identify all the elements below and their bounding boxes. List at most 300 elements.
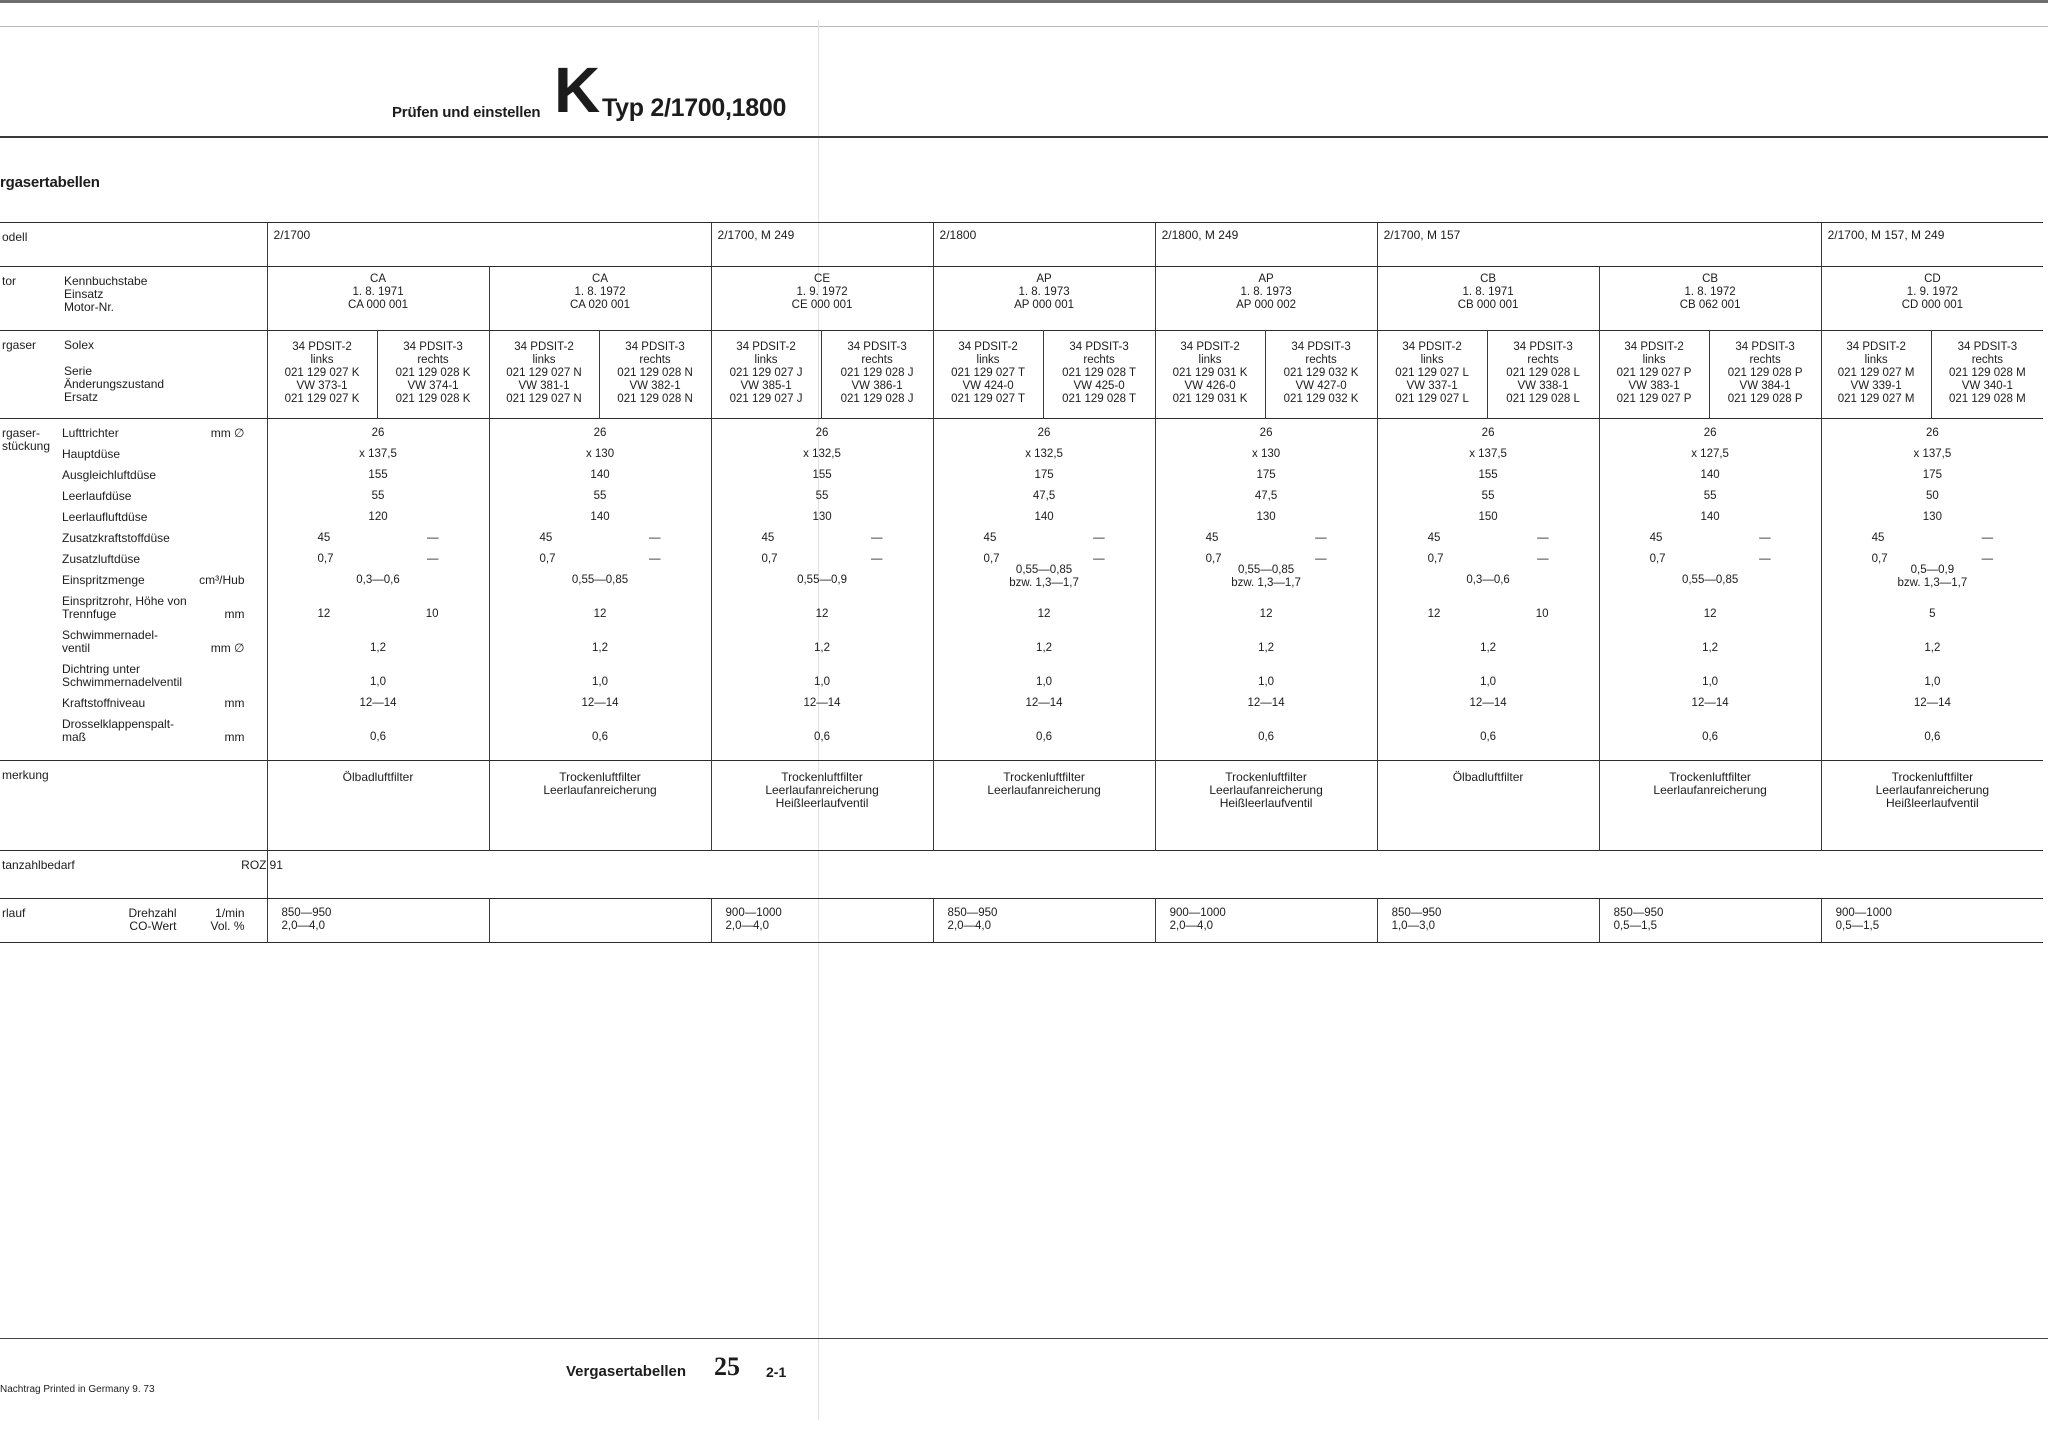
param-value: 12—14 — [1691, 697, 1729, 709]
vergaser-right-cell: 34 PDSIT-3 rechts 021 129 032 K VW 427-0 021 129 032 K — [1265, 331, 1377, 419]
oktan-unit-cell — [62, 851, 267, 899]
leerlauf-field-unit: Vol. % — [210, 919, 245, 933]
motor-cell: CD 1. 9. 1972 CD 000 001 — [1821, 267, 2043, 331]
vergaser-field-label: Ersatz — [64, 390, 99, 404]
param-value-row — [1600, 423, 1821, 444]
param-value-right: — — [871, 553, 883, 565]
motor-cell: CA 1. 8. 1971 CA 000 001 — [267, 267, 489, 331]
param-value-row — [268, 659, 489, 693]
motor-cell: CA 1. 8. 1972 CA 020 001 — [489, 267, 711, 331]
param-value: 47,5 — [1032, 490, 1056, 502]
vergaser-left-cell: 34 PDSIT-2 links 021 129 027 L VW 337-1 021 129 027 L — [1377, 331, 1487, 419]
vergaser-right-cell: 34 PDSIT-3 rechts 021 129 028 P VW 384-1 021 129 028 P — [1709, 331, 1821, 419]
param-unit: mm ∅ — [210, 641, 245, 655]
param-value-row — [268, 625, 489, 659]
param-value: 55 — [815, 490, 829, 502]
param-value: 12—14 — [803, 697, 841, 709]
param-values-column — [489, 419, 711, 761]
param-values-column — [1155, 419, 1377, 761]
page-header — [0, 54, 2048, 140]
param-value: 130 — [812, 511, 832, 523]
param-value: 55 — [593, 490, 607, 502]
model-header: 2/1700, M 157 — [1377, 223, 1821, 267]
param-value: 175 — [1922, 469, 1942, 481]
param-value-row — [1378, 423, 1599, 444]
param-value-row — [1156, 564, 1377, 591]
param-value-right: — — [427, 553, 439, 565]
param-row — [62, 465, 267, 486]
param-value: 26 — [371, 427, 385, 439]
row-label-motor: tor — [0, 267, 62, 331]
param-value-row — [934, 465, 1155, 486]
param-value-row — [934, 486, 1155, 507]
param-value: 5 — [1929, 608, 1936, 620]
param-value: 0,6 — [814, 731, 831, 743]
param-values-column — [267, 419, 489, 761]
param-values-column — [1377, 419, 1599, 761]
param-value-row — [1156, 507, 1377, 528]
param-value-row — [268, 714, 489, 748]
param-value-row — [934, 659, 1155, 693]
param-value: 50 — [1925, 490, 1939, 502]
param-value-row — [1600, 625, 1821, 659]
param-value-row — [1600, 507, 1821, 528]
param-value: 0,55—0,85 — [571, 574, 629, 586]
idle-speed: 850—950 — [947, 907, 998, 919]
vergaser-left-cell: 34 PDSIT-2 links 021 129 031 K VW 426-0 021 129 031 K — [1155, 331, 1265, 419]
motor-cell: AP 1. 8. 1973 AP 000 002 — [1155, 267, 1377, 331]
param-value: 12—14 — [1247, 697, 1285, 709]
row-oktanzahl — [0, 851, 2043, 899]
param-row — [62, 659, 267, 693]
param-value-row — [712, 423, 933, 444]
param-value: 1,2 — [814, 642, 831, 654]
carburetor-table — [0, 222, 2043, 943]
vergaser-right-cell: 34 PDSIT-3 rechts 021 129 028 T VW 425-0 021 129 028 T — [1043, 331, 1155, 419]
remark-cell: Trockenluftfilter Leerlaufanreicherung Heißleerlaufventil — [1821, 761, 2043, 851]
header-type-title: Typ 2/1700,1800 — [602, 94, 787, 122]
param-value: 175 — [1034, 469, 1054, 481]
param-value: 26 — [1037, 427, 1051, 439]
param-value-row — [934, 714, 1155, 748]
param-row — [62, 528, 267, 549]
leerlauf-field-unit: 1/min — [215, 906, 245, 920]
footer-title: Vergasertabellen — [566, 1363, 687, 1380]
param-row — [62, 423, 267, 444]
param-value-left: 0,7 — [1205, 553, 1222, 565]
param-value-row — [268, 549, 489, 570]
param-name: Drosselklappenspalt- maß — [62, 717, 175, 744]
param-value: 26 — [1259, 427, 1273, 439]
param-value: 26 — [815, 427, 829, 439]
header-chapter-letter: K — [554, 54, 599, 126]
motor-field-label: Motor-Nr. — [64, 300, 115, 314]
param-value: 155 — [368, 469, 388, 481]
param-value-right: — — [649, 532, 661, 544]
footer-rule — [0, 1338, 2048, 1339]
param-value-row — [490, 528, 711, 549]
vergaser-right-cell: 34 PDSIT-3 rechts 021 129 028 J VW 386-1 021 129 028 J — [821, 331, 933, 419]
param-value-row — [1378, 714, 1599, 748]
vergaser-right-cell: 34 PDSIT-3 rechts 021 129 028 L VW 338-1 021 129 028 L — [1487, 331, 1599, 419]
param-value: x 137,5 — [359, 448, 397, 460]
param-value-row — [490, 549, 711, 570]
param-value-left: 45 — [983, 532, 997, 544]
param-value: x 130 — [585, 448, 615, 460]
remark-cell: Trockenluftfilter Leerlaufanreicherung — [1599, 761, 1821, 851]
param-value-row — [1378, 693, 1599, 714]
param-value-row — [712, 486, 933, 507]
param-value-row — [1378, 528, 1599, 549]
leerlauf-cell — [1821, 899, 2043, 943]
param-value-left: 45 — [1427, 532, 1441, 544]
param-value: 12—14 — [1025, 697, 1063, 709]
param-value-left: 0,7 — [761, 553, 778, 565]
param-value-right: — — [1981, 553, 1994, 565]
param-value-right: — — [1981, 532, 1994, 544]
param-value-row — [1600, 570, 1821, 591]
param-value-left: 0,7 — [539, 553, 556, 565]
param-value-row — [268, 591, 489, 625]
param-value-row — [712, 528, 933, 549]
param-name: Ausgleichluftdüse — [62, 468, 157, 482]
param-value-row — [1378, 659, 1599, 693]
param-value: 0,6 — [370, 731, 387, 743]
vergaser-left-cell: 34 PDSIT-2 links 021 129 027 N VW 381-1 021 129 027 N — [489, 331, 599, 419]
param-value: 1,0 — [1924, 676, 1941, 688]
param-value: 0,55—0,85 — [1681, 574, 1739, 586]
param-value-left: 0,7 — [317, 553, 334, 565]
model-header: 2/1700, M 157, M 249 — [1821, 223, 2043, 267]
param-value: 12 — [1259, 608, 1273, 620]
param-value: 155 — [812, 469, 832, 481]
param-name: Dichtring unter Schwimmernadelventil — [62, 662, 183, 689]
param-value-row — [934, 444, 1155, 465]
param-value-right: 10 — [1535, 608, 1549, 620]
param-unit: cm³/Hub — [199, 573, 245, 587]
param-row — [62, 444, 267, 465]
vergaser-field-label: Solex — [64, 338, 95, 352]
param-value-row — [1822, 528, 2044, 549]
param-value: 0,6 — [1480, 731, 1497, 743]
idle-speed: 900—1000 — [1169, 907, 1226, 919]
co-value: 0,5—1,5 — [1835, 920, 1880, 932]
param-value-right: — — [1759, 532, 1771, 544]
param-value-row — [1822, 507, 2044, 528]
param-value-left: 45 — [1649, 532, 1663, 544]
param-value: 1,0 — [1258, 676, 1275, 688]
param-value: 12 — [1703, 608, 1717, 620]
co-value: 1,0—3,0 — [1391, 920, 1436, 932]
param-value-row — [490, 507, 711, 528]
leerlauf-cell — [489, 899, 711, 943]
param-unit: mm — [224, 730, 245, 744]
param-value: 55 — [371, 490, 385, 502]
param-name: Einspritzrohr, Höhe von Trennfuge — [62, 594, 187, 621]
param-value-right: — — [1759, 553, 1771, 565]
param-value: 1,0 — [1702, 676, 1719, 688]
param-value-left: 12 — [317, 608, 331, 620]
vergaser-right-cell: 34 PDSIT-3 rechts 021 129 028 M VW 340-1 021 129 028 M — [1931, 331, 2043, 419]
co-value: 2,0—4,0 — [725, 920, 770, 932]
param-value-row — [1600, 714, 1821, 748]
param-value-row — [934, 591, 1155, 625]
param-value-left: 45 — [539, 532, 553, 544]
param-value-right: — — [649, 553, 661, 565]
param-name: Zusatzluftdüse — [62, 552, 141, 566]
param-value-row — [1156, 444, 1377, 465]
leerlauf-field-name: CO-Wert — [129, 919, 177, 933]
param-value: 1,2 — [1702, 642, 1719, 654]
param-values-column — [711, 419, 933, 761]
leerlauf-cell — [267, 899, 489, 943]
param-value: 26 — [593, 427, 607, 439]
page-edge-line — [0, 26, 2048, 27]
param-value: 1,2 — [1258, 642, 1275, 654]
model-header: 2/1700 — [267, 223, 711, 267]
idle-speed: 850—950 — [1613, 907, 1664, 919]
row-vergaser — [0, 331, 2043, 419]
param-unit: mm — [224, 696, 245, 710]
vergaser-right-cell: 34 PDSIT-3 rechts 021 129 028 K VW 374-1 021 129 028 K — [377, 331, 489, 419]
leerlauf-cell — [1599, 899, 1821, 943]
param-value: 12—14 — [1469, 697, 1507, 709]
param-value: 0,3—0,6 — [356, 574, 400, 586]
param-value: x 132,5 — [1025, 448, 1063, 460]
section-number: 2-1 — [766, 1364, 787, 1380]
leerlauf-fields — [62, 899, 267, 943]
param-value: x 132,5 — [803, 448, 841, 460]
header-subtitle: Prüfen und einstellen — [392, 104, 541, 121]
param-unit: mm ∅ — [210, 426, 245, 440]
param-value-right: 10 — [425, 608, 439, 620]
leerlauf-field-name: Drehzahl — [128, 906, 177, 920]
param-value-row — [934, 507, 1155, 528]
model-header: 2/1800, M 249 — [1155, 223, 1377, 267]
param-row — [62, 570, 267, 591]
param-name: Kraftstoffniveau — [62, 696, 146, 710]
row-label-leerlauf: rlauf — [0, 899, 62, 943]
param-values-column — [933, 419, 1155, 761]
param-value-row — [1156, 693, 1377, 714]
param-name: Lufttrichter — [62, 426, 119, 440]
vergaser-left-cell: 34 PDSIT-2 links 021 129 027 T VW 424-0 021 129 027 T — [933, 331, 1043, 419]
param-value: 1,0 — [814, 676, 831, 688]
param-row — [62, 693, 267, 714]
param-value-row — [490, 659, 711, 693]
row-modell — [0, 223, 2043, 267]
param-value-row — [934, 625, 1155, 659]
param-unit: mm — [224, 607, 245, 621]
page-edge — [0, 0, 2048, 3]
idle-speed — [504, 907, 711, 920]
param-value: 26 — [1703, 427, 1717, 439]
vergaser-left-cell: 34 PDSIT-2 links 021 129 027 J VW 385-1 021 129 027 J — [711, 331, 821, 419]
leerlauf-cell — [711, 899, 933, 943]
remark-cell: Trockenluftfilter Leerlaufanreicherung Heißleerlaufventil — [711, 761, 933, 851]
param-value-row — [1822, 486, 2044, 507]
param-value: 0,3—0,6 — [1466, 574, 1510, 586]
motor-field-label: Kennbuchstabe — [64, 274, 148, 288]
param-value-row — [1156, 659, 1377, 693]
idle-speed: 900—1000 — [1835, 907, 1892, 919]
param-value: 12—14 — [581, 697, 619, 709]
param-value-row — [1600, 465, 1821, 486]
param-row — [62, 625, 267, 659]
param-value: 1,0 — [1036, 676, 1053, 688]
param-value: 26 — [1925, 427, 1939, 439]
param-value-row — [1600, 486, 1821, 507]
param-value-right: — — [1537, 532, 1549, 544]
param-value-row — [712, 659, 933, 693]
param-value: 140 — [590, 511, 610, 523]
param-value-row — [1822, 423, 2044, 444]
param-value-right: — — [1093, 553, 1105, 565]
param-value-row — [268, 444, 489, 465]
param-value-row — [268, 507, 489, 528]
param-value-left: 45 — [1871, 532, 1885, 544]
param-value-row — [268, 528, 489, 549]
remark-cell: Trockenluftfilter Leerlaufanreicherung — [933, 761, 1155, 851]
param-row — [62, 591, 267, 625]
param-value: 1,2 — [1480, 642, 1497, 654]
param-value: x 137,5 — [1469, 448, 1507, 460]
param-value: 0,6 — [1036, 731, 1053, 743]
motor-cell: CB 1. 8. 1971 CB 000 001 — [1377, 267, 1599, 331]
motor-cell: AP 1. 8. 1973 AP 000 001 — [933, 267, 1155, 331]
param-value: 12 — [815, 608, 829, 620]
param-value-row — [1822, 591, 2044, 625]
param-name: Leerlaufluftdüse — [62, 510, 148, 524]
param-value-row — [1378, 591, 1599, 625]
param-value-row — [1822, 564, 2044, 591]
param-value-row — [490, 423, 711, 444]
param-value-row — [1822, 659, 2044, 693]
vergaser-left-cell: 34 PDSIT-2 links 021 129 027 P VW 383-1 021 129 027 P — [1599, 331, 1709, 419]
param-value-left: 0,7 — [1871, 553, 1888, 565]
param-value-row — [490, 693, 711, 714]
oktan-value: 91 — [267, 851, 2043, 899]
param-value-row — [934, 693, 1155, 714]
param-value: 130 — [1256, 511, 1276, 523]
param-value: 0,55—0,85 bzw. 1,3—1,7 — [1231, 564, 1301, 589]
vergaser-left-cell: 34 PDSIT-2 links 021 129 027 M VW 339-1 021 129 027 M — [1821, 331, 1931, 419]
vergaser-field-label: Änderungszustand — [64, 377, 165, 391]
param-value-row — [1378, 465, 1599, 486]
param-value-row — [490, 591, 711, 625]
param-value-left: 12 — [1427, 608, 1441, 620]
param-value-row — [1600, 549, 1821, 570]
param-value-row — [1600, 693, 1821, 714]
param-name: Hauptdüse — [62, 447, 121, 461]
param-value: 0,55—0,9 — [797, 574, 847, 586]
param-value-right: — — [1537, 553, 1549, 565]
co-value — [504, 920, 711, 933]
param-value-left: 45 — [317, 532, 331, 544]
param-value: 155 — [1478, 469, 1498, 481]
param-value-row — [934, 528, 1155, 549]
param-value: 0,5—0,9 bzw. 1,3—1,7 — [1897, 564, 1968, 589]
vergaser-right-cell: 34 PDSIT-3 rechts 021 129 028 N VW 382-1 021 129 028 N — [599, 331, 711, 419]
param-name: Einspritzmenge — [62, 573, 145, 587]
remark-cell: Trockenluftfilter Leerlaufanreicherung Heißleerlaufventil — [1155, 761, 1377, 851]
param-value-row — [712, 693, 933, 714]
param-values-column — [1599, 419, 1821, 761]
param-value: 12—14 — [1913, 697, 1951, 709]
param-value: 140 — [1700, 511, 1720, 523]
param-value-row — [1156, 625, 1377, 659]
param-value-right: — — [1093, 532, 1105, 544]
param-value-row — [1822, 714, 2044, 748]
param-value-right: — — [1315, 553, 1327, 565]
param-value-row — [712, 591, 933, 625]
param-value-row — [1600, 659, 1821, 693]
param-value-row — [712, 465, 933, 486]
idle-speed: 850—950 — [1391, 907, 1442, 919]
param-value-row — [712, 507, 933, 528]
param-value: 0,6 — [1924, 731, 1941, 743]
param-value: 140 — [1034, 511, 1054, 523]
param-value-row — [1378, 549, 1599, 570]
motor-cell: CB 1. 8. 1972 CB 062 001 — [1599, 267, 1821, 331]
row-label-bemerkung: merkung — [0, 761, 267, 851]
param-value-row — [1378, 507, 1599, 528]
param-value-row — [268, 693, 489, 714]
param-value-row — [1600, 444, 1821, 465]
co-value: 2,0—4,0 — [947, 920, 992, 932]
leerlauf-cell — [1377, 899, 1599, 943]
print-note: Nachtrag Printed in Germany 9. 73 — [0, 1384, 155, 1395]
param-value-row — [1156, 528, 1377, 549]
param-value-row — [1600, 528, 1821, 549]
param-value-row — [1600, 591, 1821, 625]
param-value: 12 — [593, 608, 607, 620]
row-label-modell: odell — [0, 223, 267, 267]
param-value-row — [934, 423, 1155, 444]
motor-fields — [62, 267, 267, 331]
leerlauf-field — [64, 920, 267, 933]
param-value: x 137,5 — [1913, 448, 1952, 460]
param-value: 1,2 — [370, 642, 387, 654]
row-label-vergaser: rgaser — [0, 331, 62, 419]
idle-speed: 850—950 — [281, 907, 332, 919]
param-value: 120 — [368, 511, 388, 523]
param-value-row — [1378, 444, 1599, 465]
param-value-left: 0,7 — [1649, 553, 1666, 565]
param-value: 0,6 — [1258, 731, 1275, 743]
param-value-row — [1156, 465, 1377, 486]
param-name: Schwimmernadel- ventil — [62, 628, 159, 655]
remark-cell: Trockenluftfilter Leerlaufanreicherung — [489, 761, 711, 851]
param-value-row — [1378, 486, 1599, 507]
param-value-row — [712, 444, 933, 465]
param-value-row — [1378, 570, 1599, 591]
page-number: 25 — [714, 1352, 740, 1381]
param-row — [62, 486, 267, 507]
param-value-left: 0,7 — [983, 553, 1000, 565]
param-value: 47,5 — [1254, 490, 1278, 502]
param-value-row — [490, 444, 711, 465]
model-header: 2/1700, M 249 — [711, 223, 933, 267]
param-value: 55 — [1703, 490, 1717, 502]
header-rule — [0, 136, 2048, 138]
param-row — [62, 714, 267, 748]
param-value: 140 — [590, 469, 610, 481]
param-name: Leerlaufdüse — [62, 489, 132, 503]
param-value: 175 — [1256, 469, 1276, 481]
param-values-column — [1821, 419, 2043, 761]
idle-speed: 900—1000 — [725, 907, 782, 919]
